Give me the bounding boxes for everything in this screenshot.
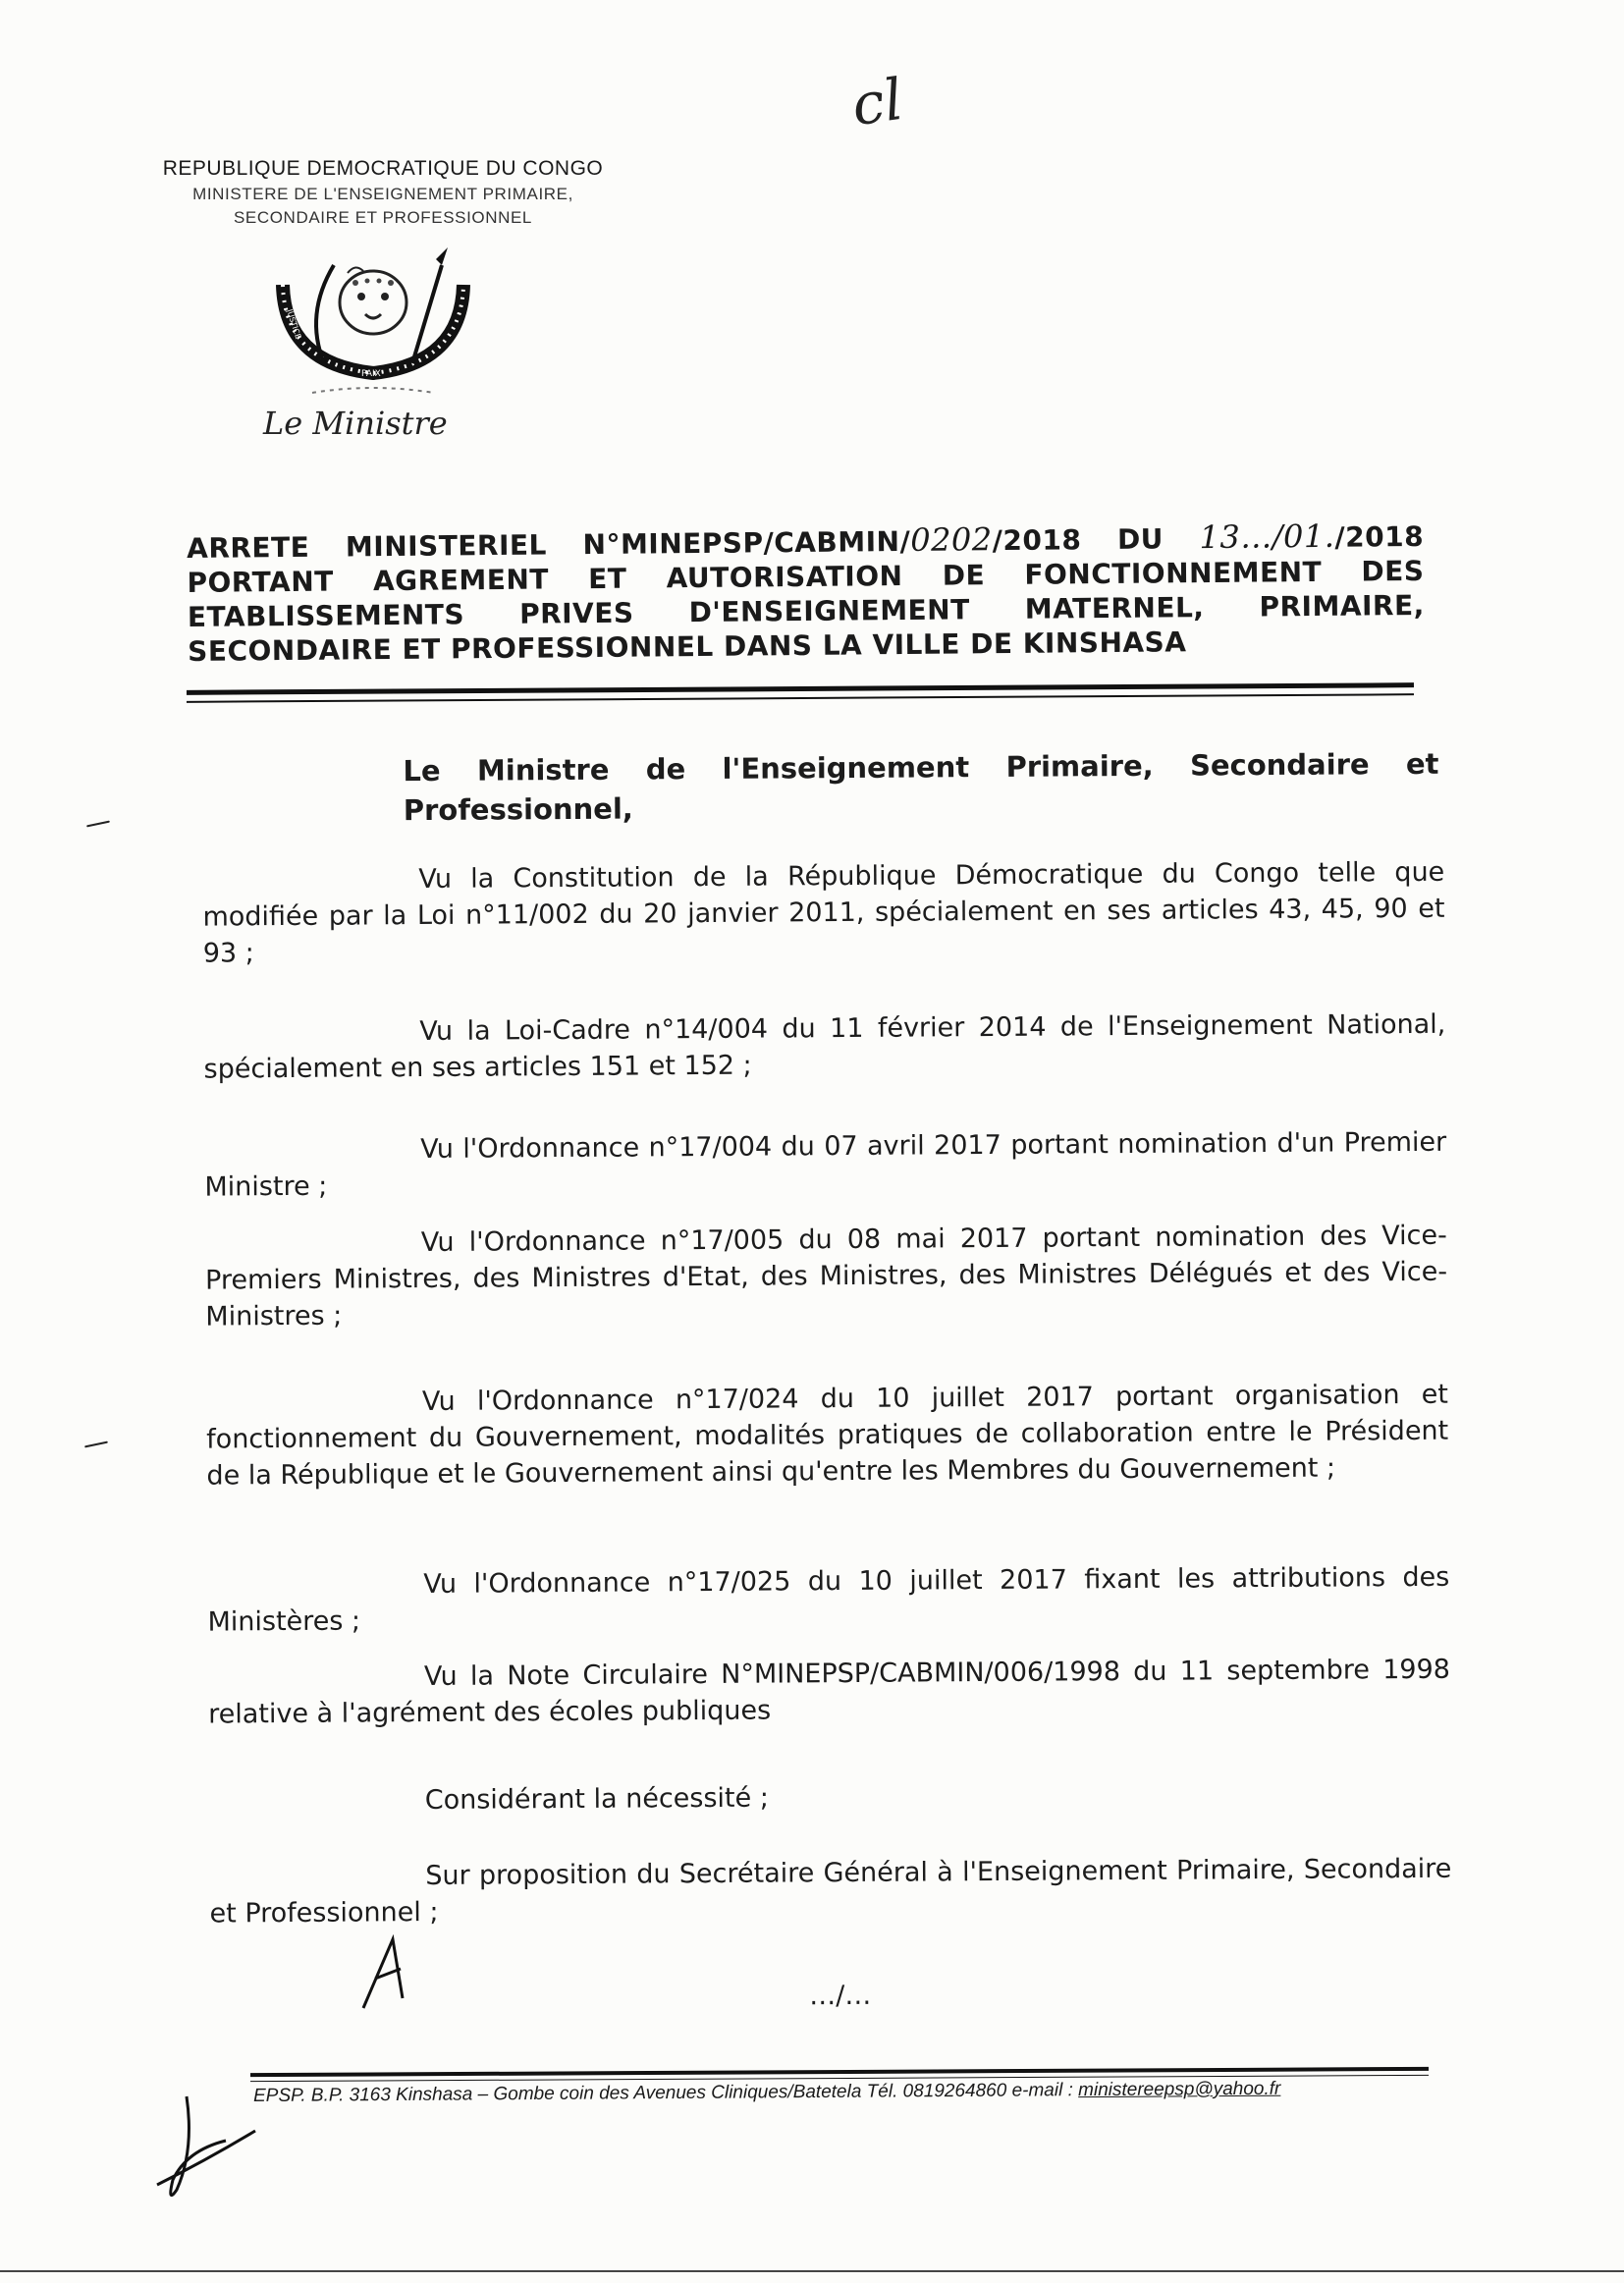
handwritten-initial-icon — [353, 1930, 422, 2018]
handwritten-paraph-icon — [147, 2092, 265, 2209]
handwritten-decree-date: 13…/01. — [1199, 516, 1335, 557]
recital-ordonnance-17-024: Vu l'Ordonnance n°17/024 du 10 juillet 2017 portant organisation et fonctionnement du Gouvernement, modalités pratiques de collaboration entre le Président de la République et le Gouvernement ainsi qu'entre les Membres du Gouvernement ; — [206, 1379, 1449, 1492]
footer-address-text: EPSP. B.P. 3163 Kinshasa – Gombe coin des Avenues Cliniques/Batetela Tél. 0819264860 e-mail : — [253, 2080, 1073, 2106]
handwritten-initials: cl — [847, 65, 907, 139]
intro-paragraph: Le Ministre de l'Enseignement Primaire, Secondaire et Professionnel, — [403, 746, 1439, 828]
continuation-mark: …/… — [809, 1980, 872, 2012]
recital-considerant: Considérant la nécessité ; — [424, 1782, 769, 1817]
decree-title-line3: ETABLISSEMENTS PRIVES D'ENSEIGNEMENT MATERNEL, PRIMAIRE, — [187, 588, 1425, 633]
decree-title-line4: SECONDAIRE ET PROFESSIONNEL DANS LA VILLE DE KINSHASA — [188, 625, 1187, 668]
country-name: REPUBLIQUE DEMOCRATIQUE DU CONGO — [162, 157, 604, 180]
ministry-name-line2: SECONDAIRE ET PROFESSIONNEL — [233, 208, 532, 227]
recital-ordonnance-17-005: Vu l'Ordonnance n°17/005 du 08 mai 2017 portant nomination des Vice-Premiers Ministres, des Ministres d'Etat, des Ministres, des Ministres Délégués et des Vice-Ministres ; — [205, 1220, 1448, 1332]
page-bottom-border — [0, 2270, 1624, 2272]
recital-ordonnance-17-004: Vu l'Ordonnance n°17/004 du 07 avril 2017 portant nomination d'un Premier Ministre ; — [204, 1126, 1447, 1203]
recital-constitution: Vu la Constitution de la République Démocratique du Congo telle que modifiée par la Loi n°11/002 du 20 janvier 2011, spécialement en ses articles 43, 45, 90 et 93 ; — [202, 856, 1445, 969]
signatory-title: Le Ministre — [263, 405, 448, 442]
decree-title-line2: PORTANT AGREMENT ET AUTORISATION DE FONCTIONNEMENT DES — [187, 554, 1425, 599]
ministry-name-line1: MINISTERE DE L'ENSEIGNEMENT PRIMAIRE, — [192, 185, 573, 203]
motto-center: PAIX — [361, 369, 381, 379]
motto-left: JUSTICE — [285, 307, 303, 341]
recital-ordonnance-17-025: Vu l'Ordonnance n°17/025 du 10 juillet 2017 fixant les attributions des Ministères ; — [207, 1561, 1450, 1638]
motto-right: TRAVAIL — [439, 260, 458, 294]
decree-title-line1: ARRETE MINISTERIEL N°MINEPSP/CABMIN/0202/2018 DU 13…/01./2018 — [187, 516, 1425, 565]
recital-proposition: Sur proposition du Secrétaire Général à l'Enseignement Primaire, Secondaire et Professionnel ; — [209, 1853, 1452, 1930]
recital-note-circulaire: Vu la Note Circulaire N°MINEPSP/CABMIN/006/1998 du 11 septembre 1998 relative à l'agrément des écoles publiques — [208, 1654, 1451, 1730]
footer-email-link[interactable]: ministereepsp@yahoo.fr — [1078, 2078, 1281, 2101]
recital-loi-cadre: Vu la Loi-Cadre n°14/004 du 11 février 2014 de l'Enseignement National, spécialement en ses articles 151 et 152 ; — [203, 1008, 1446, 1085]
handwritten-decree-number: 0202 — [910, 520, 993, 559]
